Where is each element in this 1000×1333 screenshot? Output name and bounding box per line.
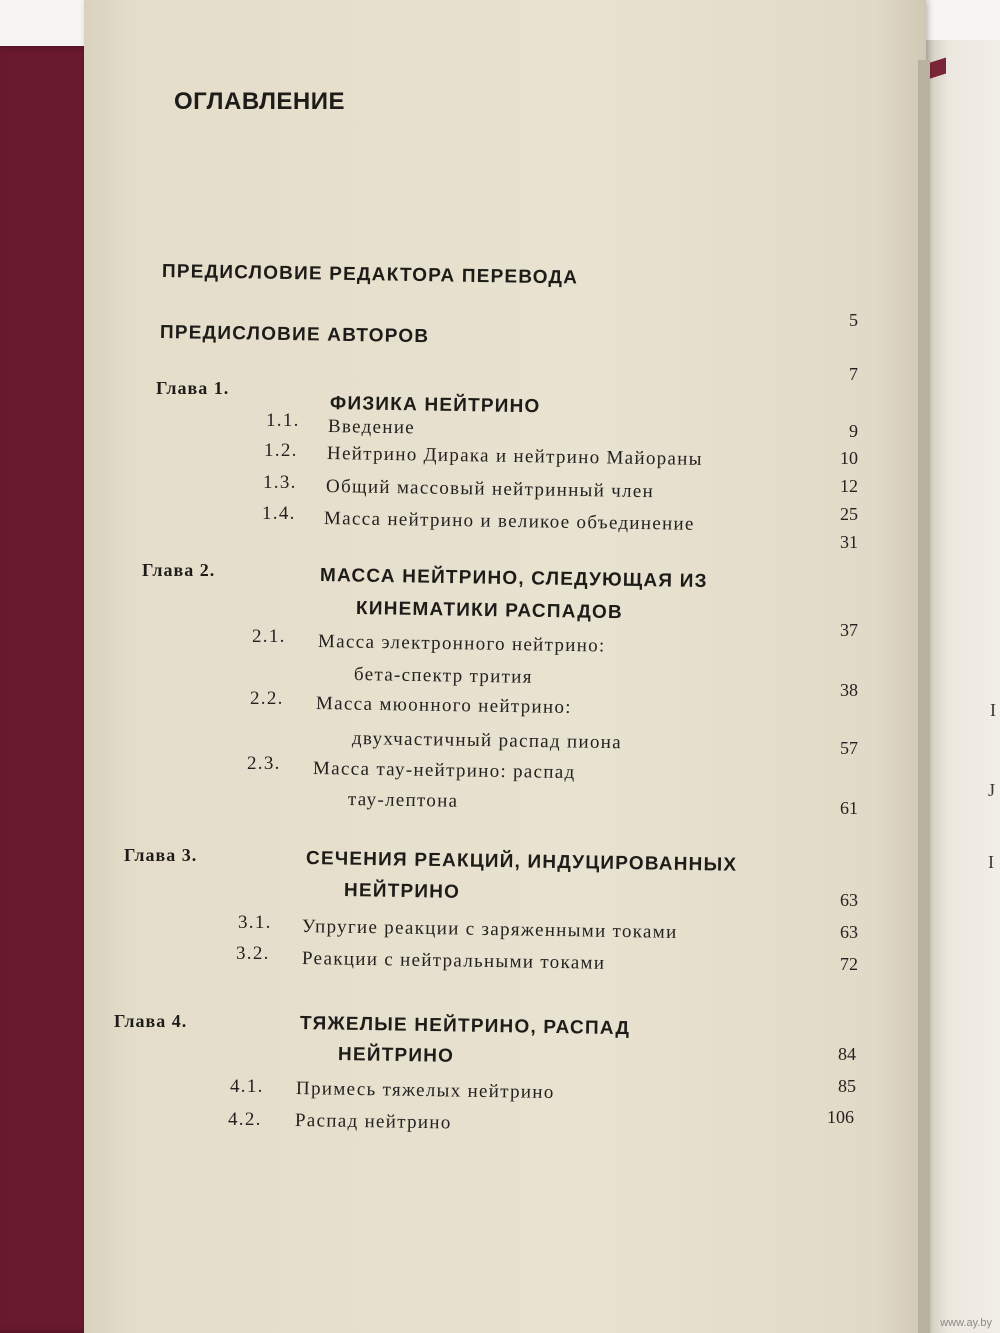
section-2-1-title-line-2: бета-спектр трития (353, 664, 533, 688)
section-2-2-number: 2.2. (250, 688, 284, 709)
watermark: www.ay.by (940, 1317, 992, 1329)
section-1-1-title: Введение (327, 416, 416, 439)
chapter-1-label: Глава 1. (156, 378, 230, 398)
section-1-4-page: 31 (840, 532, 858, 552)
section-4-1-number: 4.1. (230, 1076, 264, 1097)
chapter-1-title: ФИЗИКА НЕЙТРИНО (329, 393, 541, 418)
facing-page (926, 40, 1000, 1333)
section-4-1-page: 85 (838, 1076, 856, 1096)
section-2-3-title-line-1: Масса тау-нейтрино: распад (312, 758, 576, 784)
section-3-2-page: 72 (840, 954, 858, 974)
chapter-2-title-line-1: МАССА НЕЙТРИНО, СЛЕДУЮЩАЯ ИЗ (319, 565, 708, 593)
preface-authors-title: ПРЕДИСЛОВИЕ АВТОРОВ (159, 322, 430, 348)
section-3-2-number: 3.2. (236, 943, 270, 964)
section-1-2-title: Нейтрино Дирака и нейтрино Майораны (326, 443, 703, 470)
chapter-4-label: Глава 4. (114, 1011, 188, 1031)
section-4-2-title: Распад нейтрино (294, 1110, 452, 1134)
chapter-2-page: 37 (840, 620, 858, 640)
chapter-4-page: 84 (838, 1044, 856, 1064)
section-3-1-number: 3.1. (238, 912, 272, 933)
page-gutter (918, 60, 930, 1333)
section-1-1-page: 10 (840, 448, 858, 468)
chapter-1-page: 9 (849, 421, 858, 441)
chapter-3-title-line-2: НЕЙТРИНО (343, 880, 461, 903)
section-4-1-title: Примесь тяжелых нейтрино (295, 1078, 555, 1104)
section-2-3-page: 61 (840, 798, 858, 818)
section-2-1-title-line-1: Масса электронного нейтрино: (317, 631, 606, 657)
preface-editor-page: 5 (849, 310, 858, 330)
chapter-3-title-line-1: СЕЧЕНИЯ РЕАКЦИЙ, ИНДУЦИРОВАННЫХ (305, 848, 738, 876)
section-2-3-number: 2.3. (247, 753, 281, 774)
chapter-2-label: Глава 2. (142, 560, 216, 580)
section-2-1-number: 2.1. (252, 626, 286, 647)
section-1-3-number: 1.3. (263, 472, 297, 493)
preface-editor-title: ПРЕДИСЛОВИЕ РЕДАКТОРА ПЕРЕВОДА (161, 261, 579, 289)
preface-authors-page: 7 (849, 364, 858, 384)
section-3-2-title: Реакции с нейтральными токами (301, 948, 606, 974)
facing-page-glyph: I (990, 700, 996, 720)
section-3-1-page: 63 (840, 922, 858, 942)
chapter-3-page: 63 (840, 890, 858, 910)
book-cover-edge (0, 46, 96, 1333)
chapter-4-title-line-2: НЕЙТРИНО (337, 1044, 455, 1067)
section-4-2-page: 106 (827, 1107, 854, 1127)
section-1-2-page: 12 (840, 476, 858, 496)
section-2-2-title-line-2: двухчастичный распад пиона (351, 728, 623, 754)
facing-page-glyph: I (988, 852, 994, 872)
chapter-2-title-line-2: КИНЕМАТИКИ РАСПАДОВ (355, 598, 624, 624)
section-2-2-title-line-1: Масса мюонного нейтрино: (315, 693, 573, 719)
chapter-4-title-line-1: ТЯЖЕЛЫЕ НЕЙТРИНО, РАСПАД (299, 1013, 631, 1040)
section-1-3-page: 25 (840, 504, 858, 524)
facing-page-glyph: J (988, 780, 996, 800)
section-2-2-page: 57 (840, 738, 858, 758)
section-2-1-page: 38 (840, 680, 858, 700)
section-4-2-number: 4.2. (228, 1109, 262, 1130)
section-1-4-number: 1.4. (262, 503, 296, 524)
section-1-3-title: Общий массовый нейтринный член (325, 476, 655, 503)
section-3-1-title: Упругие реакции с заряженными токами (301, 916, 678, 943)
section-1-4-title: Масса нейтрино и великое объединение (323, 508, 695, 535)
section-1-2-number: 1.2. (264, 440, 298, 461)
section-1-1-number: 1.1. (266, 410, 300, 431)
page-title: ОГЛАВЛЕНИЕ (174, 88, 346, 115)
chapter-3-label: Глава 3. (124, 845, 198, 865)
section-2-3-title-line-2: тау-лептона (347, 789, 459, 812)
